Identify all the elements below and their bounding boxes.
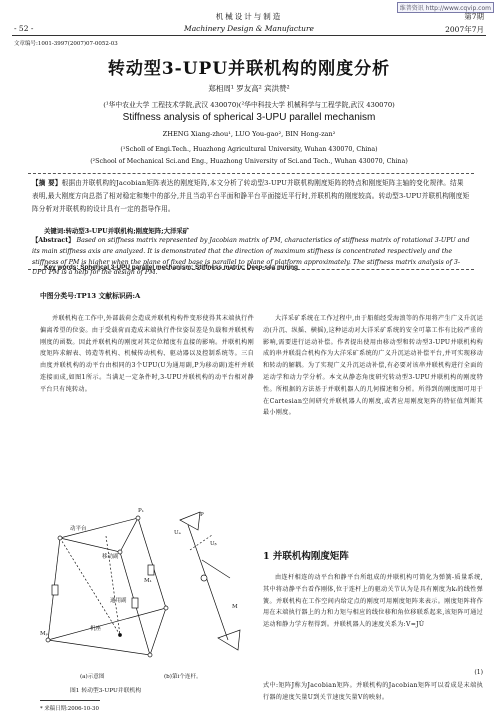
figure-caption: 图1 转动型3-UPU并联机构 (70, 688, 142, 694)
keywords-en (44, 264, 464, 271)
label-ub: Uᵦ (210, 541, 217, 547)
upper-joint-plate (180, 512, 200, 530)
base-center (119, 634, 122, 637)
link-i (188, 525, 228, 640)
journal-name-en: Machinery Design & Manufacture (184, 24, 314, 33)
keywords-text: 转动型3-UPU并联机构;刚度矩阵;大洋采矿 (65, 227, 190, 235)
label-m1: M₁ (144, 578, 152, 584)
body-right-text-2: 由连杆相连的动平台和静平台所组成的并联机构可简化为弹簧-质量系统,其中将动静平台看作刚体,位于连杆上的驱动关节认为是具有刚度为kᵢ的线性弹簧。并联机构在工作空间内给定点的刚度可用刚度矩阵来表示。刚度矩阵将作用在末端执行器上的力和力矩与相应的线位移和角位移联系起来,该矩阵可通过运动和静力学方程得到。并联机器人的速度关系为:V=JU̇ (263, 574, 483, 629)
keywords-text-en: Spherical 3-UPU parallel mechanism; Stiffness matrix; Deep-sea mining (80, 264, 298, 271)
abstract-en (32, 236, 470, 279)
affiliation-en-2: (²School of Mechanical Sci.and Eng., Huazhong University of Sci.and Tech., Wuhan 430070, China) (90, 158, 408, 165)
joint-b1 (46, 638, 50, 642)
issue-date: 2007年7月 (445, 25, 484, 34)
figure-caption-b: (b)第i个连杆。 (164, 674, 202, 680)
keywords-label-en: Key words: (44, 264, 79, 271)
body-left-column: 并联机构在工作中,外部载荷会造成并联机构构件变形使得其末端执行件偏离希望的位姿。由于受载荷而造成末端执行件位姿误差是负载和并联机构刚度的函数。因此并联机构的刚度对其定位精度有直接的影响。并联机构刚度矩阵求解表、铸造等机构、机械传动机构、驱动器以及控制系统等。三自由度并联机构的动平台由相同的3个UPU(U为通用副,P为移动副)连杆并联连接而成,如图1所示。当满足一定条件时,3-UPU并联机构的动平台相对静平台只有纯转动。 (40, 315, 254, 393)
figure-caption-a: (a)示意图 (80, 674, 105, 680)
body-right-column-3: 式中:矩阵J称为Jacobian矩阵。并联机构的Jacobian矩阵可以看成是末端执行器的速度矢量U到关节速度矢量V的映射。 (263, 682, 483, 701)
paper-title-en: Stiffness analysis of spherical 3-UPU parallel mechanism (122, 112, 376, 123)
joint-a1 (58, 536, 62, 540)
body-right-column-2 (263, 572, 483, 631)
abstract-cn (32, 177, 470, 215)
affiliations: (¹华中农业大学 工程技术学院,武汉 430070)(²华中科技大学 机械科学与工程学院,武汉 430070) (103, 101, 395, 109)
footnote-rule (40, 700, 100, 701)
figure-a-schematic (46, 516, 168, 657)
link-2 (138, 518, 166, 608)
figure-b-labels (174, 512, 238, 610)
actuator-3 (132, 598, 138, 608)
diag-dash-1 (60, 538, 120, 635)
figure-b-link (180, 512, 240, 650)
journal-name-cn: 机械设计与制造 (215, 12, 283, 21)
equation-1-number: (1) (474, 669, 483, 676)
joint-a2 (136, 516, 140, 520)
label-moving-pair: 移动副 (102, 554, 119, 560)
authors-en: ZHENG Xiang-zhou¹, LUO You-gao², BIN Hong-zan² (162, 130, 336, 138)
authors: 郑相周¹ 罗友高² 宾洪赞² (208, 84, 290, 93)
moving-platform-shape (60, 518, 138, 552)
abstract-label-en: 【Abstract】 (32, 237, 75, 244)
mechanism-figure (40, 490, 255, 670)
abstract-label: 【摘 要】 (32, 179, 62, 187)
article-number: 文章编号:1001-3997(2007)07-0052-03 (14, 41, 118, 47)
joint-b2 (164, 606, 168, 610)
lower-joint-plate (218, 630, 240, 650)
label-universal: 通用副 (110, 598, 127, 604)
joint-b3 (148, 653, 152, 657)
received-date: * 来稿日期:2006-10-30 (40, 706, 99, 712)
body-right-column: 大洋采矿系统在工作过程中,由于船舶经受海浪等的作用将产生广义升沉运动(升沉、纵摇、横摇),这种运动对大洋采矿系统的安全可靠工作有比较严重的影响,需要进行运动补偿。作者提出使用由移动型和转动型3-UPU并联机构构成的串并联混合机构作为大洋采矿系统的广义升沉运动补偿平台,并可实现移动和转动的解耦。为了实现广义升沉运动补偿,有必要对该串并联机构进行全面的运动学和动力学分析。本文从静态角度研究转动型3-UPU并联机构的刚度特性。所根据的方法基于并联机器人的几何描述和分析。所得到的刚度图可用于在Cartesian空间研究并联机器人的刚度,或者应用刚度矩阵的特征值判断其最小刚度。 (263, 315, 483, 417)
prismatic-joint (201, 575, 207, 581)
center-axis (106, 536, 120, 635)
label-ua: Uₐ (174, 530, 181, 536)
keywords-cn (44, 226, 464, 235)
paper-title: 转动型3-UPU并联机构的刚度分析 (107, 59, 391, 79)
classification: 中图分类号:TP13 文献标识码:A (40, 292, 141, 300)
figure-a-labels (40, 508, 152, 637)
issue-number: 第7期 (464, 12, 484, 21)
actuator-1 (52, 585, 58, 595)
label-mp: Mₚ (40, 631, 48, 637)
label-p1: P₁ (138, 508, 144, 514)
label-p: P (200, 512, 204, 518)
keywords-label: 关键词: (44, 227, 66, 235)
label-platform: 动平台 (70, 526, 87, 532)
page-number: - 52 - (14, 24, 34, 33)
abstract-text: 根据由并联机构的Jacobian矩阵表达的刚度矩阵,本文分析了转动型3-UPU并联机构刚度矩阵的特点和刚度矩阵主轴的变化规律。结果表明,最大刚度方向总指了相对稳定和集中的部分,并且当动平台平面和静平台平面接近平行时,并联机构的刚度较高。转动型3-UPU并联机构刚度矩阵分析对并联机构的设计具有一定的指导作用。 (32, 179, 470, 213)
abstract-text-en: Based on stiffness matrix represented by Jacobian matrix of PM, characteristics of stiffness matrix of rotational 3-UPU and its main stiffness axis are analyzed. It is demonstrated that the direction of maximum stiffness is concentrated respectively and the stiffness of PM is higher when the plane of fixed base is parallel to plane of platform approximately. The stiffness matrix analysis of 3-UPU PM is a help for the design of PM. (32, 237, 470, 277)
label-m: M (232, 604, 238, 610)
section-heading: 1 并联机构刚度矩阵 (263, 551, 349, 562)
label-base: 机座 (90, 626, 102, 632)
header-rule (12, 35, 486, 36)
arm-line (202, 560, 230, 578)
actuator-2 (148, 565, 154, 575)
joint-a3 (118, 550, 122, 554)
watermark: 维普资讯 http://www.cqvip.com (397, 2, 494, 13)
axis-dash (190, 535, 212, 550)
affiliation-en-1: (¹Scholl of Engi.Tech., Huazhong Agricultural University, Wuhan 430070, China) (120, 146, 378, 153)
